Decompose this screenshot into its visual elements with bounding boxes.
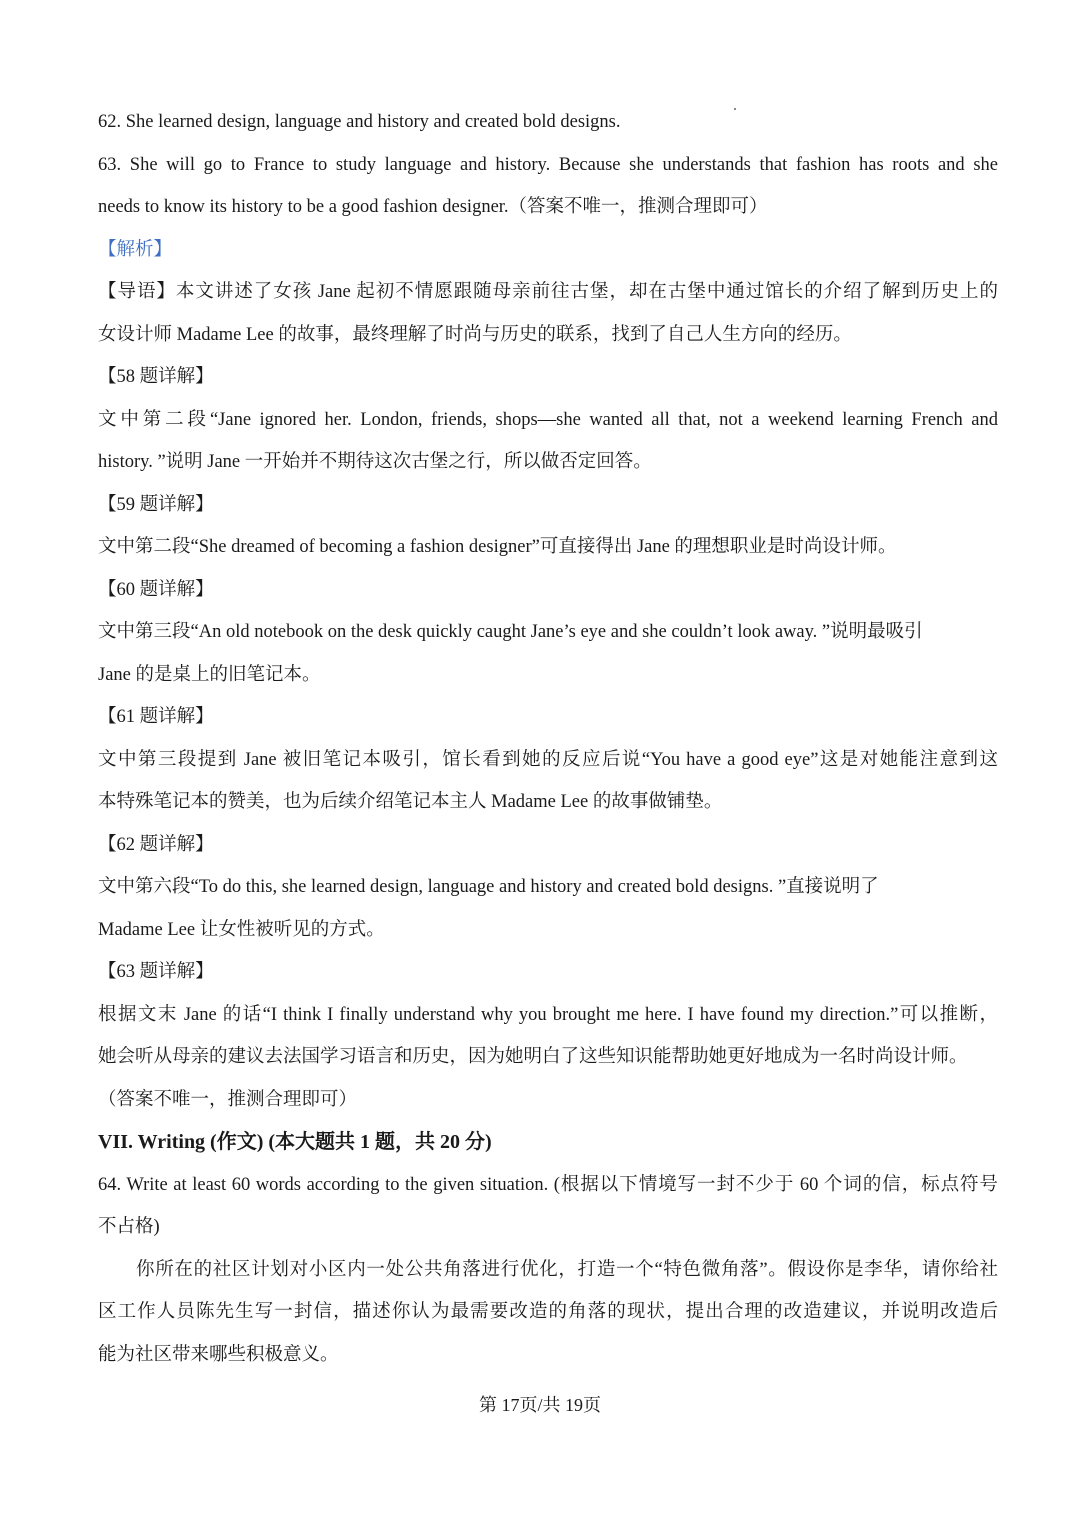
document-body — [98, 101, 998, 1376]
answer-62: 62. She learned design, language and history and created bold designs. — [98, 112, 621, 132]
q64-prompt-line1: 64. Write at least 60 words according to the given situation. (根据以下情境写一封不少于 60 个词的信，标点符号 — [98, 1174, 998, 1195]
section-title-writing: VII. Writing (作文) (本大题共 1 题，共 20 分) — [98, 1131, 492, 1153]
intro-line2: 女设计师 Madame Lee 的故事，最终理解了时尚与历史的联系，找到了自己人生方向的经历。 — [98, 324, 852, 345]
q60-line2: Jane 的是桌上的旧笔记本。 — [98, 664, 321, 685]
intro-line1: 【导语】本文讲述了女孩 Jane 起初不情愿跟随母亲前往古堡，却在古堡中通过馆长的介绍了解到历史上的 — [98, 282, 998, 302]
q61-line2: 本特殊笔记本的赞美，也为后续介绍笔记本主人 Madame Lee 的故事做铺垫。 — [98, 792, 723, 812]
q64-prompt-line2: 不占格) — [98, 1217, 160, 1237]
q59-line1: 文中第二段“She dreamed of becoming a fashion designer”可直接得出 Jane 的理想职业是时尚设计师。 — [98, 537, 897, 557]
q60-line1: 文中第三段“An old notebook on the desk quickly caught Jane’s eye and she couldn’t look away. ”说明最吸引 — [98, 622, 923, 642]
q61-line1: 文中第三段提到 Jane 被旧笔记本吸引，馆长看到她的反应后说“You have a good eye”这是对她能注意到这 — [98, 749, 998, 770]
q62-heading: 【62 题详解】 — [98, 834, 214, 855]
q63-line1: 根据文末 Jane 的话“I think I finally understand why you brought me here. I have found my direction.”可以推断， — [98, 1004, 998, 1025]
answer-63-line1: 63. She will go to France to study language and history. Because she understands that fashion has roots and she — [98, 154, 998, 175]
q63-line2: 她会听从母亲的建议去法国学习语言和历史，因为她明白了这些知识能帮助她更好地成为一名时尚设计师。 — [98, 1047, 968, 1067]
answer-63-line2: needs to know its history to be a good fashion designer.（答案不唯一，推测合理即可） — [98, 197, 768, 217]
q59-heading: 【59 题详解】 — [98, 494, 214, 515]
situation-line2: 区工作人员陈先生写一封信，描述你认为最需要改造的角落的现状，提出合理的改造建议，并说明改造后 — [98, 1302, 998, 1322]
q58-heading: 【58 题详解】 — [98, 367, 214, 387]
q62-line1: 文中第六段“To do this, she learned design, language and history and created bold designs. ”直接说明了 — [98, 877, 879, 897]
q62-line2: Madame Lee 让女性被听见的方式。 — [98, 919, 385, 940]
q63-line3: （答案不唯一，推测合理即可） — [98, 1089, 358, 1110]
situation-line3: 能为社区带来哪些积极意义。 — [98, 1344, 339, 1365]
q63-heading: 【63 题详解】 — [98, 962, 214, 982]
q60-heading: 【60 题详解】 — [98, 579, 214, 600]
q58-line2: history. ”说明 Jane 一开始并不期待这次古堡之行，所以做否定回答。 — [98, 452, 652, 472]
situation-line1: 你所在的社区计划对小区内一处公共角落进行优化，打造一个“特色微角落”。假设你是李华，请你给社 — [136, 1259, 998, 1280]
page-number: 第 17页/共 19页 — [478, 1395, 601, 1415]
analysis-heading: 【解析】 — [98, 239, 173, 260]
q58-line1: 文中第二段“Jane ignored her. London, friends, shops—she wanted all that, not a weekend learning French and — [98, 409, 998, 430]
q61-heading: 【61 题详解】 — [98, 707, 214, 727]
